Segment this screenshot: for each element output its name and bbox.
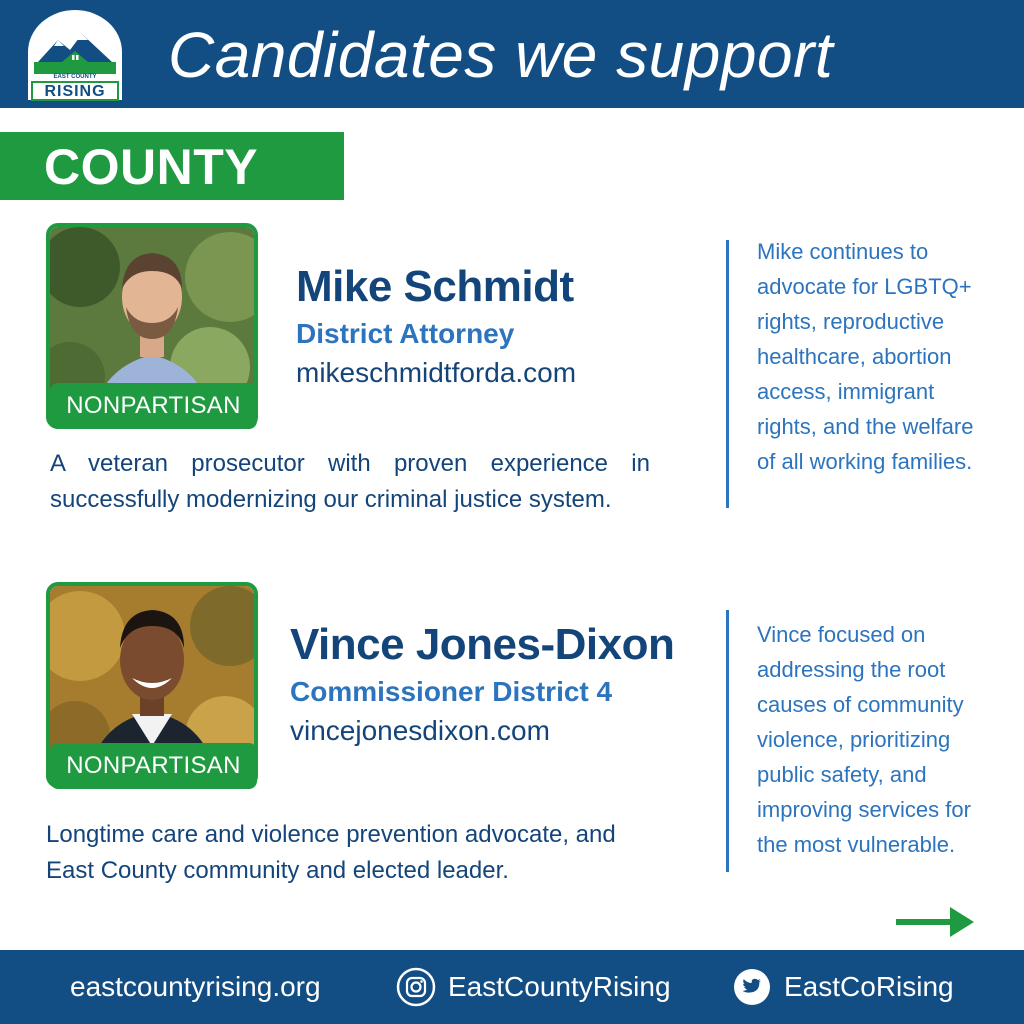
east-county-rising-logo <box>24 6 126 104</box>
right-arrow-icon[interactable] <box>894 904 976 940</box>
candidate-note: Mike continues to advocate for LGBTQ+ rights, reproductive healthcare, abortion access, immigrant rights, and the welfare of all working families. <box>757 239 974 474</box>
instagram-icon <box>396 967 436 1007</box>
footer-website-link[interactable]: eastcountyrising.org <box>70 971 321 1002</box>
footer-bar <box>0 950 1024 1024</box>
candidate-name: Mike Schmidt <box>296 262 574 311</box>
candidate-summary: Longtime care and violence prevention advocate, and East County community and elected leader. <box>46 821 616 884</box>
vertical-divider <box>726 610 729 872</box>
party-badge: NONPARTISAN <box>50 383 257 429</box>
candidate-name: Vince Jones-Dixon <box>290 620 675 669</box>
twitter-icon <box>732 967 772 1007</box>
party-badge: NONPARTISAN <box>50 743 257 789</box>
candidate-office: District Attorney <box>296 318 515 349</box>
candidate-website-link[interactable]: mikeschmidtforda.com <box>296 357 577 388</box>
logo-line2: RISING <box>44 83 106 100</box>
candidate-office: Commissioner District 4 <box>290 676 613 707</box>
logo-line1: EAST COUNTY <box>53 74 97 80</box>
candidate-summary: A veteran prosecutor with proven experience in successfully modernizing our criminal justice system. <box>50 450 650 513</box>
header-bar <box>0 0 1024 108</box>
instagram-handle: EastCountyRising <box>448 971 671 1002</box>
page-title: Candidates we support <box>168 19 834 91</box>
candidate-website-link[interactable]: vincejonesdixon.com <box>290 715 550 746</box>
candidate-note: Vince focused on addressing the root causes of community violence, prioritizing public safety, and improving services for the most vulnerable. <box>757 622 971 857</box>
vertical-divider <box>726 240 729 508</box>
footer-instagram[interactable] <box>396 950 671 1024</box>
twitter-handle: EastCoRising <box>784 971 954 1002</box>
footer-twitter[interactable] <box>732 950 954 1024</box>
section-banner <box>0 132 344 200</box>
section-label: COUNTY <box>44 139 259 195</box>
